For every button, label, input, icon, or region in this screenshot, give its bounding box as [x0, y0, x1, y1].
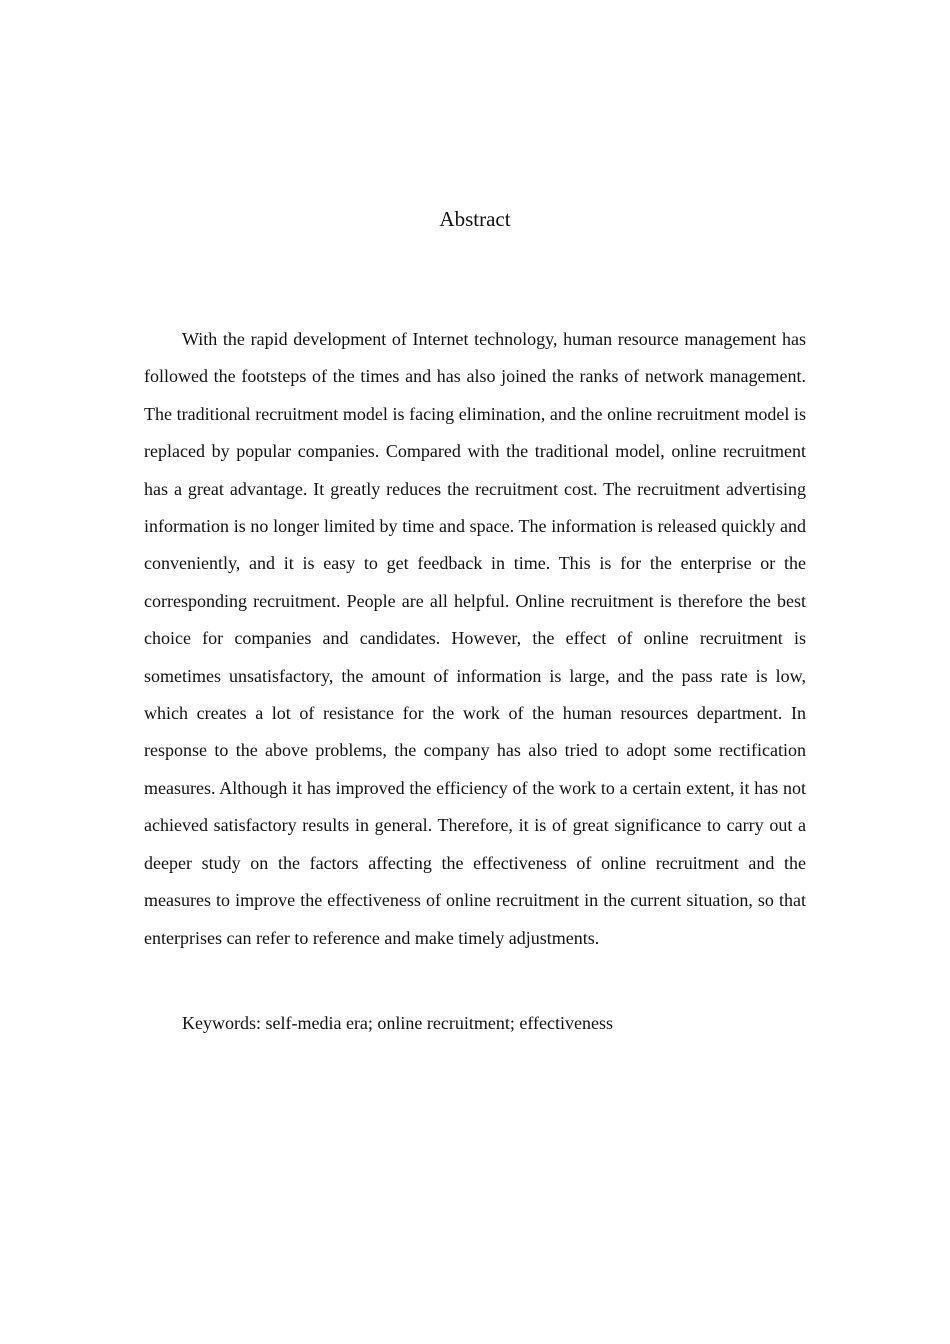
keywords-line: Keywords: self-media era; online recruitment; effectiveness: [182, 1013, 613, 1033]
abstract-body: With the rapid development of Internet technology, human resource management has followed the footsteps of the times and has also joined the ranks of network management. The traditional recruitment model is facing elimination, and the online recruitment model is replaced by popular companies. Compared with the traditional model, online recruitment has a great advantage. It greatly reduces the recruitment cost. The recruitment advertising information is no longer limited by time and space. The information is released quickly and conveniently, and it is easy to get feedback in time. This is for the enterprise or the corresponding recruitment. People are all helpful. Online recruitment is therefore the best choice for companies and candidates. However, the effect of online recruitment is sometimes unsatisfactory, the amount of information is large, and the pass rate is low, which creates a lot of resistance for the work of the human resources department. In response to the above problems, the company has also tried to adopt some rectification measures. Although it has improved the efficiency of the work to a certain extent, it has not achieved satisfactory results in general. Therefore, it is of great significance to carry out a deeper study on the factors affecting the effectiveness of online recruitment and the measures to improve the effectiveness of online recruitment in the current situation, so that enterprises can refer to reference and make timely adjustments.: [144, 329, 806, 948]
abstract-title: Abstract: [439, 207, 511, 231]
